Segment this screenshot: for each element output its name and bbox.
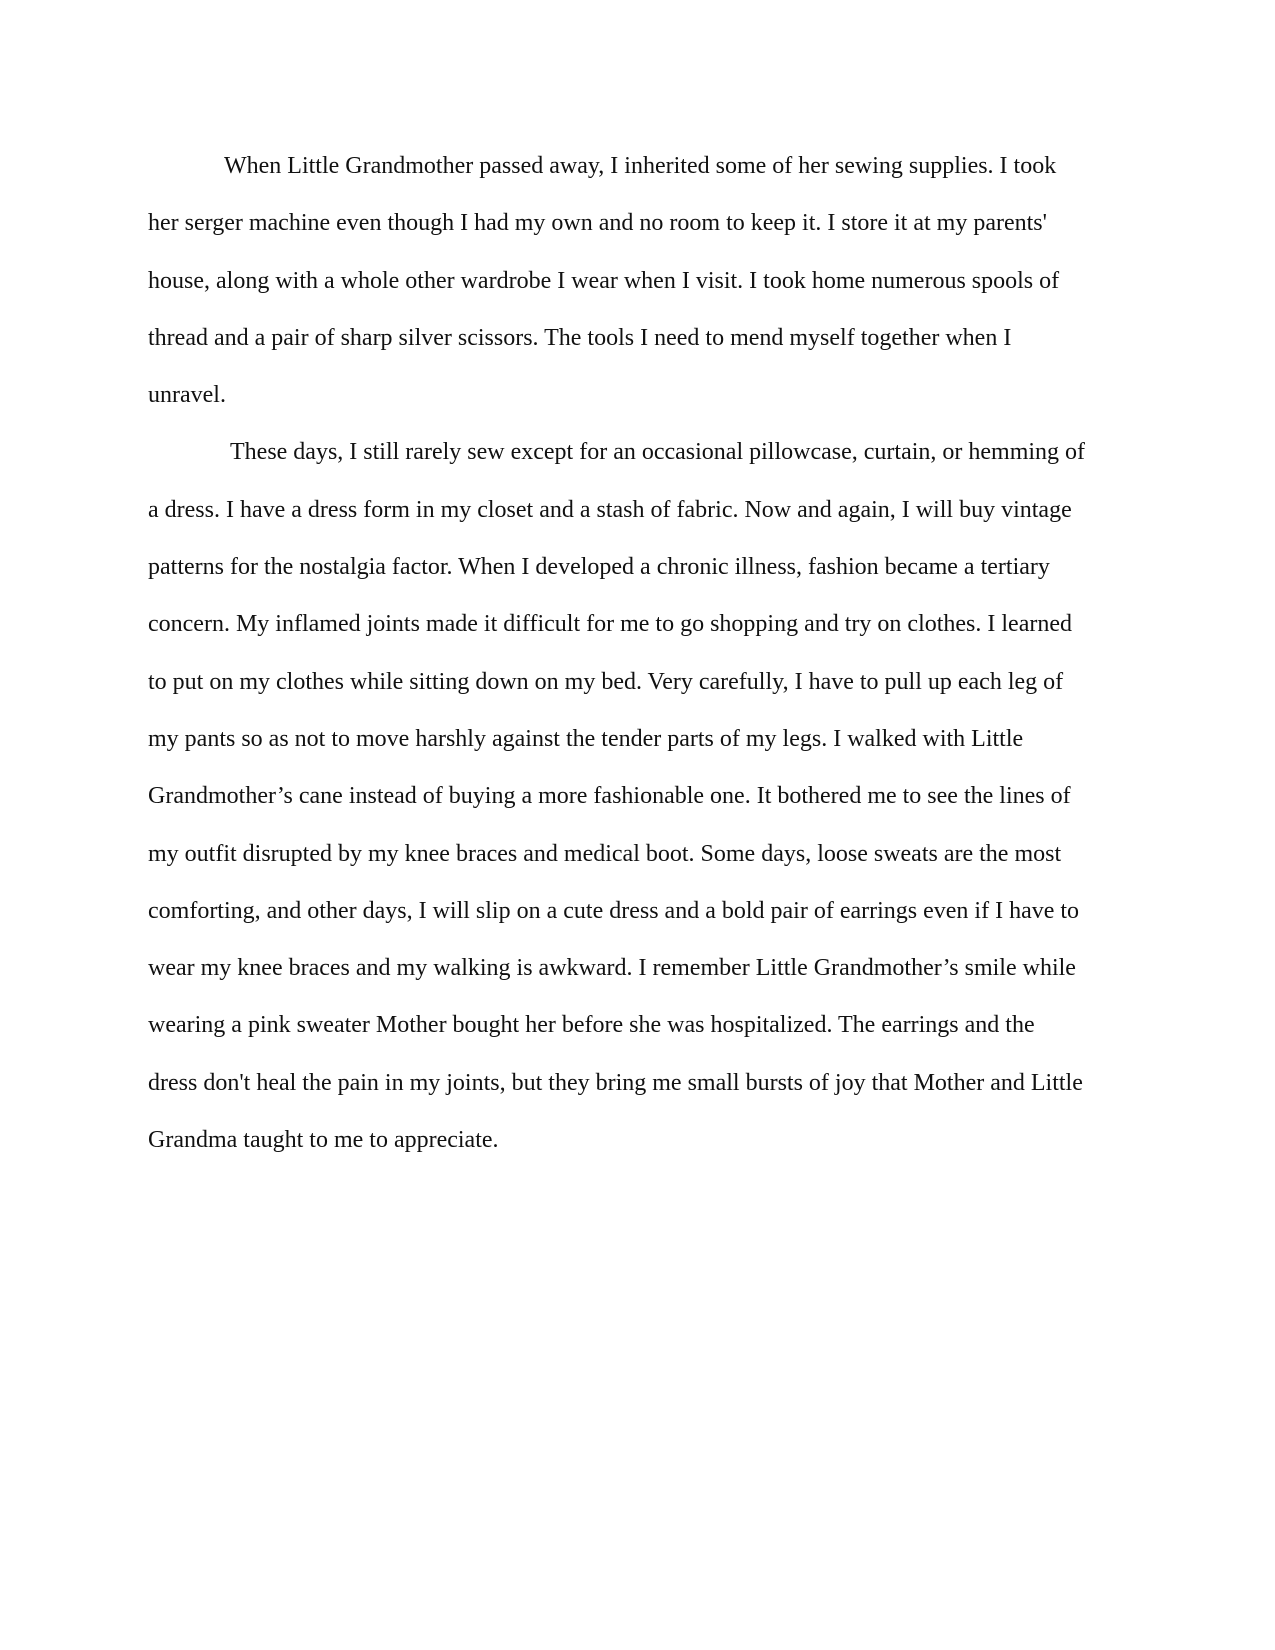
text-line: wear my knee braces and my walking is awkward. I remember Little Grandmother’s smile while — [148, 955, 1076, 982]
text-line: comforting, and other days, I will slip on a cute dress and a bold pair of earrings even if I have to — [148, 897, 1080, 924]
paragraph-2 — [148, 424, 1130, 1169]
text-line: When Little Grandmother passed away, I inherited some of her sewing supplies. I took — [224, 153, 1057, 179]
text-line: unravel. — [148, 382, 226, 409]
text-line: concern. My inflamed joints made it difficult for me to go shopping and try on clothes. I learned — [148, 611, 1072, 638]
text-line: wearing a pink sweater Mother bought her before she was hospitalized. The earrings and the — [148, 1012, 1035, 1039]
text-line: Grandmother’s cane instead of buying a more fashionable one. It bothered me to see the lines of — [148, 783, 1071, 810]
text-line: her serger machine even though I had my own and no room to keep it. I store it at my parents' — [148, 210, 1047, 237]
text-line: to put on my clothes while sitting down on my bed. Very carefully, I have to pull up each leg of — [148, 668, 1064, 695]
text-line: patterns for the nostalgia factor. When I developed a chronic illness, fashion became a tertiary — [148, 554, 1050, 581]
text-line: my outfit disrupted by my knee braces and medical boot. Some days, loose sweats are the most — [148, 840, 1062, 867]
text-line: my pants so as not to move harshly against the tender parts of my legs. I walked with Little — [148, 725, 1024, 752]
text-line: a dress. I have a dress form in my closet and a stash of fabric. Now and again, I will buy vintage — [148, 496, 1072, 523]
text-line: These days, I still rarely sew except for an occasional pillowcase, curtain, or hemming of — [230, 439, 1086, 466]
paragraph-1 — [148, 138, 1130, 424]
text-line: thread and a pair of sharp silver scissors. The tools I need to mend myself together when I — [148, 324, 1012, 351]
document-body — [148, 138, 1130, 1169]
text-line: house, along with a whole other wardrobe I wear when I visit. I took home numerous spools of — [148, 267, 1060, 294]
text-line: dress don't heal the pain in my joints, but they bring me small bursts of joy that Mother and Little — [148, 1069, 1083, 1096]
text-line: Grandma taught to me to appreciate. — [148, 1127, 499, 1154]
